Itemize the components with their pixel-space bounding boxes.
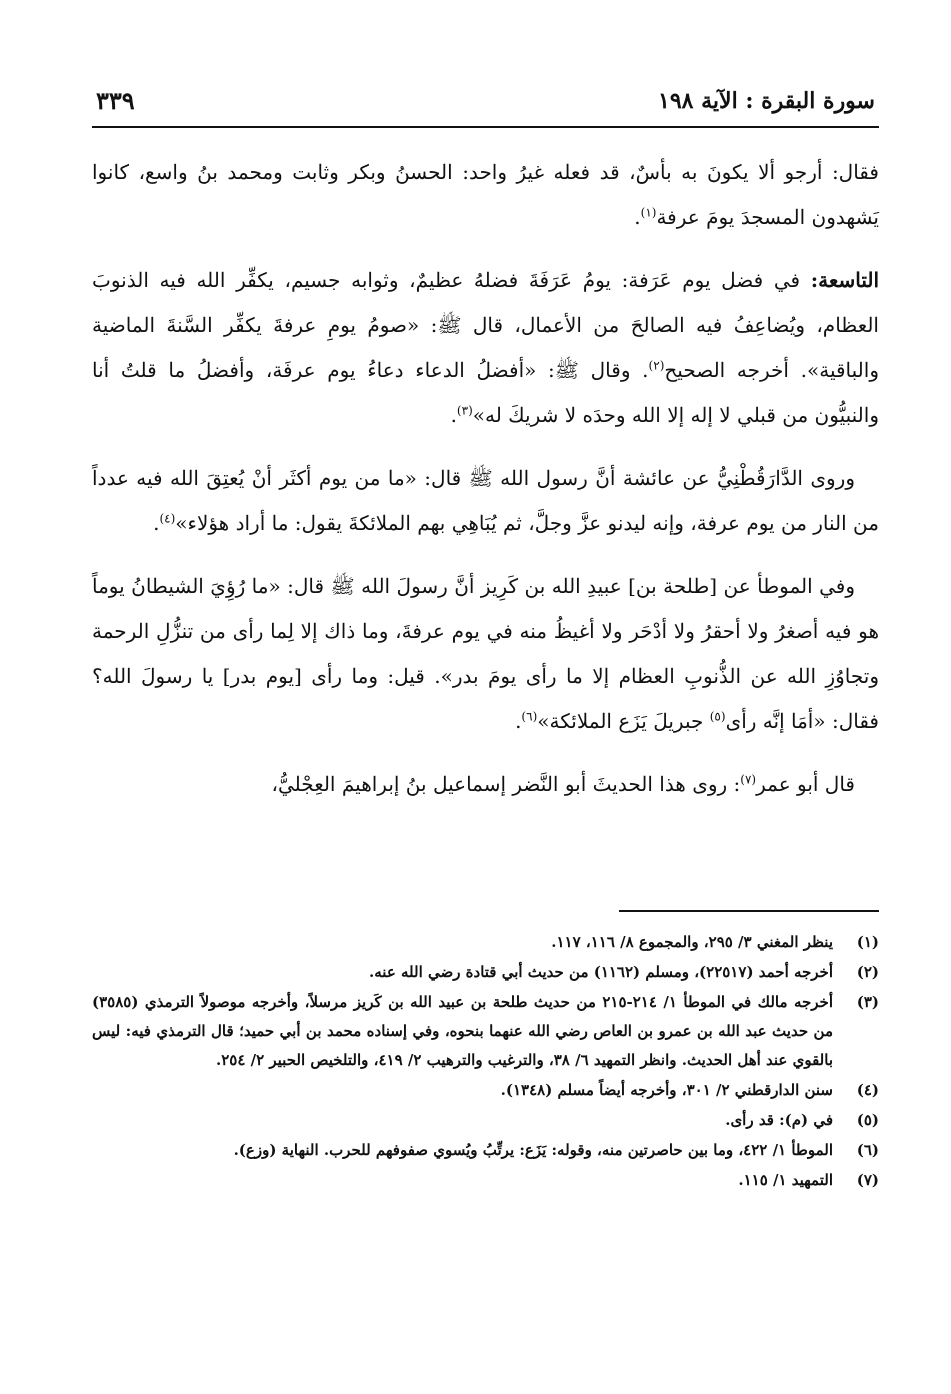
- footnote-text: أخرجه أحمد (٢٢٥١٧)، ومسلم (١١٦٢) من حديث أبي قتادة رضي الله عنه.: [369, 963, 833, 981]
- footnote-ref: (٥): [709, 709, 726, 724]
- running-header: [92, 82, 879, 128]
- paragraph-text: جبريلَ يَزَع الملائكة»: [537, 709, 704, 733]
- footnotes: [92, 928, 879, 1196]
- footnote-divider: [619, 910, 879, 912]
- footnote-text: ينظر المغني ٣/ ٢٩٥، والمجموع ٨/ ١١٦، ١١٧.: [551, 933, 833, 951]
- paragraph-4: [92, 564, 879, 744]
- footnote-text: في (م): قد رأى.: [725, 1111, 833, 1129]
- page-number: ٣٣٩: [96, 86, 135, 115]
- footnote-text: سنن الدارقطني ٢/ ٣٠١، وأخرجه أيضاً مسلم (١٣٤٨).: [500, 1081, 833, 1099]
- footnote-item: [92, 958, 879, 987]
- paragraph-text: وروى الدَّارَقُطْنِيُّ عن عائشة أنَّ رسول الله ﷺ قال: «ما من يوم أكثَر أنْ يُعتِقَ الله فيه عدداً من النار من يوم عرفة، وإنه ليدنو عزَّ وجلَّ، ثم يُبَاهِي بهم الملائكةَ يقول: ما أراد هؤلاء»: [92, 466, 879, 535]
- footnote-number: (٧): [856, 1171, 879, 1189]
- paragraph-text: فقال: أرجو ألا يكونَ به بأسٌ، قد فعله غيرُ واحد: الحسنُ وبكر وثابت ومحمد بنُ واسع، كانوا يَشهدون المسجدَ يومَ عرفة: [92, 160, 879, 229]
- paragraph-text: .: [634, 205, 641, 229]
- footnote-item: [92, 1166, 879, 1195]
- section-lead: التاسعة:: [810, 268, 880, 292]
- paragraph-text: : روى هذا الحديثَ أبو النَّضر إسماعيل بنُ إبراهيمَ العِجْليُّ،: [271, 772, 741, 796]
- footnote-number: (١): [856, 933, 879, 951]
- footnote-ref: (١): [640, 205, 657, 220]
- paragraph-text: .: [450, 403, 457, 427]
- footnote-ref: (٧): [740, 772, 757, 787]
- paragraph-text: . وقال ﷺ: «أفضلُ الدعاء دعاءُ يوم عرفَة، وأفضلُ ما قلتُ أنا والنبيُّون من قبلي لا إله إلا الله وحدَه لا شريكَ له»: [92, 358, 879, 427]
- footnote-text: أخرجه مالك في الموطأ ١/ ٢١٤-٢١٥ من حديث طلحة بن عبيد الله بن كَريز مرسلاً، وأخرجه موصولاً الترمذي (٣٥٨٥) من حديث عبد الله بن عمرو بن العاص رضي الله عنهما بنحوه، وفي إسناده محمد بن أبي حميد؛ قال الترمذي فيه: ليس بالقوي عند أهل الحديث. وانظر التمهيد ٦/ ٣٨، والترغيب والترهيب ٢/ ٤١٩، والتلخيص الحبير ٢/ ٢٥٤.: [92, 993, 833, 1069]
- footnote-number: (٤): [856, 1081, 879, 1099]
- footnote-ref: (٤): [159, 511, 176, 526]
- paragraph-1: [92, 150, 879, 240]
- footnote-number: (٥): [856, 1111, 879, 1129]
- footnote-ref: (٢): [648, 358, 665, 373]
- footnote-item: [92, 1076, 879, 1105]
- footnote-text: الموطأ ١/ ٤٢٢، وما بين حاصرتين منه، وقوله: يَزَع: يرتِّبُ ويُسوي صفوفهم للحرب. النهاية (وزع).: [233, 1141, 833, 1159]
- paragraph-3: [92, 456, 879, 546]
- paragraph-5: [92, 762, 879, 807]
- footnote-ref: (٦): [521, 709, 538, 724]
- paragraph-text: قال أبو عمر: [756, 772, 855, 796]
- footnote-number: (٦): [856, 1141, 879, 1159]
- footnote-item: [92, 928, 879, 957]
- paragraph-2: [92, 258, 879, 438]
- paragraph-text: وفي الموطأ عن [طلحة بن] عبيدِ الله بن كَرِيز أنَّ رسولَ الله ﷺ قال: «ما رُؤِيَ الشيطانُ يوماً هو فيه أصغرُ ولا أحقرُ ولا أدْحَر ولا أغيظُ منه في يوم عرفةَ، وما ذاك إلا لِما رأى من تنزُّلِ الرحمة وتجاوُزِ الله عن الذُّنوبِ العظام إلا ما رأى يومَ بدر». قيل: وما رأى [يوم بدر] يا رسولَ الله؟ فقال: «أمَا إنَّه رأى: [92, 574, 879, 733]
- footnote-item: [92, 1136, 879, 1165]
- paragraph-text: .: [153, 511, 160, 535]
- main-text: [92, 150, 879, 825]
- footnote-ref: (٣): [456, 403, 473, 418]
- header-surah-title: سورة البقرة : الآية ١٩٨: [658, 88, 875, 114]
- footnote-item: [92, 1106, 879, 1135]
- footnote-number: (٢): [856, 963, 879, 981]
- footnote-number: (٣): [856, 993, 879, 1011]
- paragraph-text: في فضل يوم عَرَفة: يومُ عَرَفَةَ فضلهُ عظيمٌ، وثوابه جسيم، يكفِّر الله فيه الذنوبَ العظام، ويُضاعِفُ فيه الصالحَ من الأعمال، قال ﷺ: «صومُ يومِ عرفةَ يكفِّر السَّنةَ الماضية والباقية». أخرجه الصحيح: [92, 268, 879, 382]
- paragraph-text: .: [515, 709, 522, 733]
- footnote-item: [92, 988, 879, 1075]
- footnote-text: التمهيد ١/ ١١٥.: [738, 1171, 833, 1189]
